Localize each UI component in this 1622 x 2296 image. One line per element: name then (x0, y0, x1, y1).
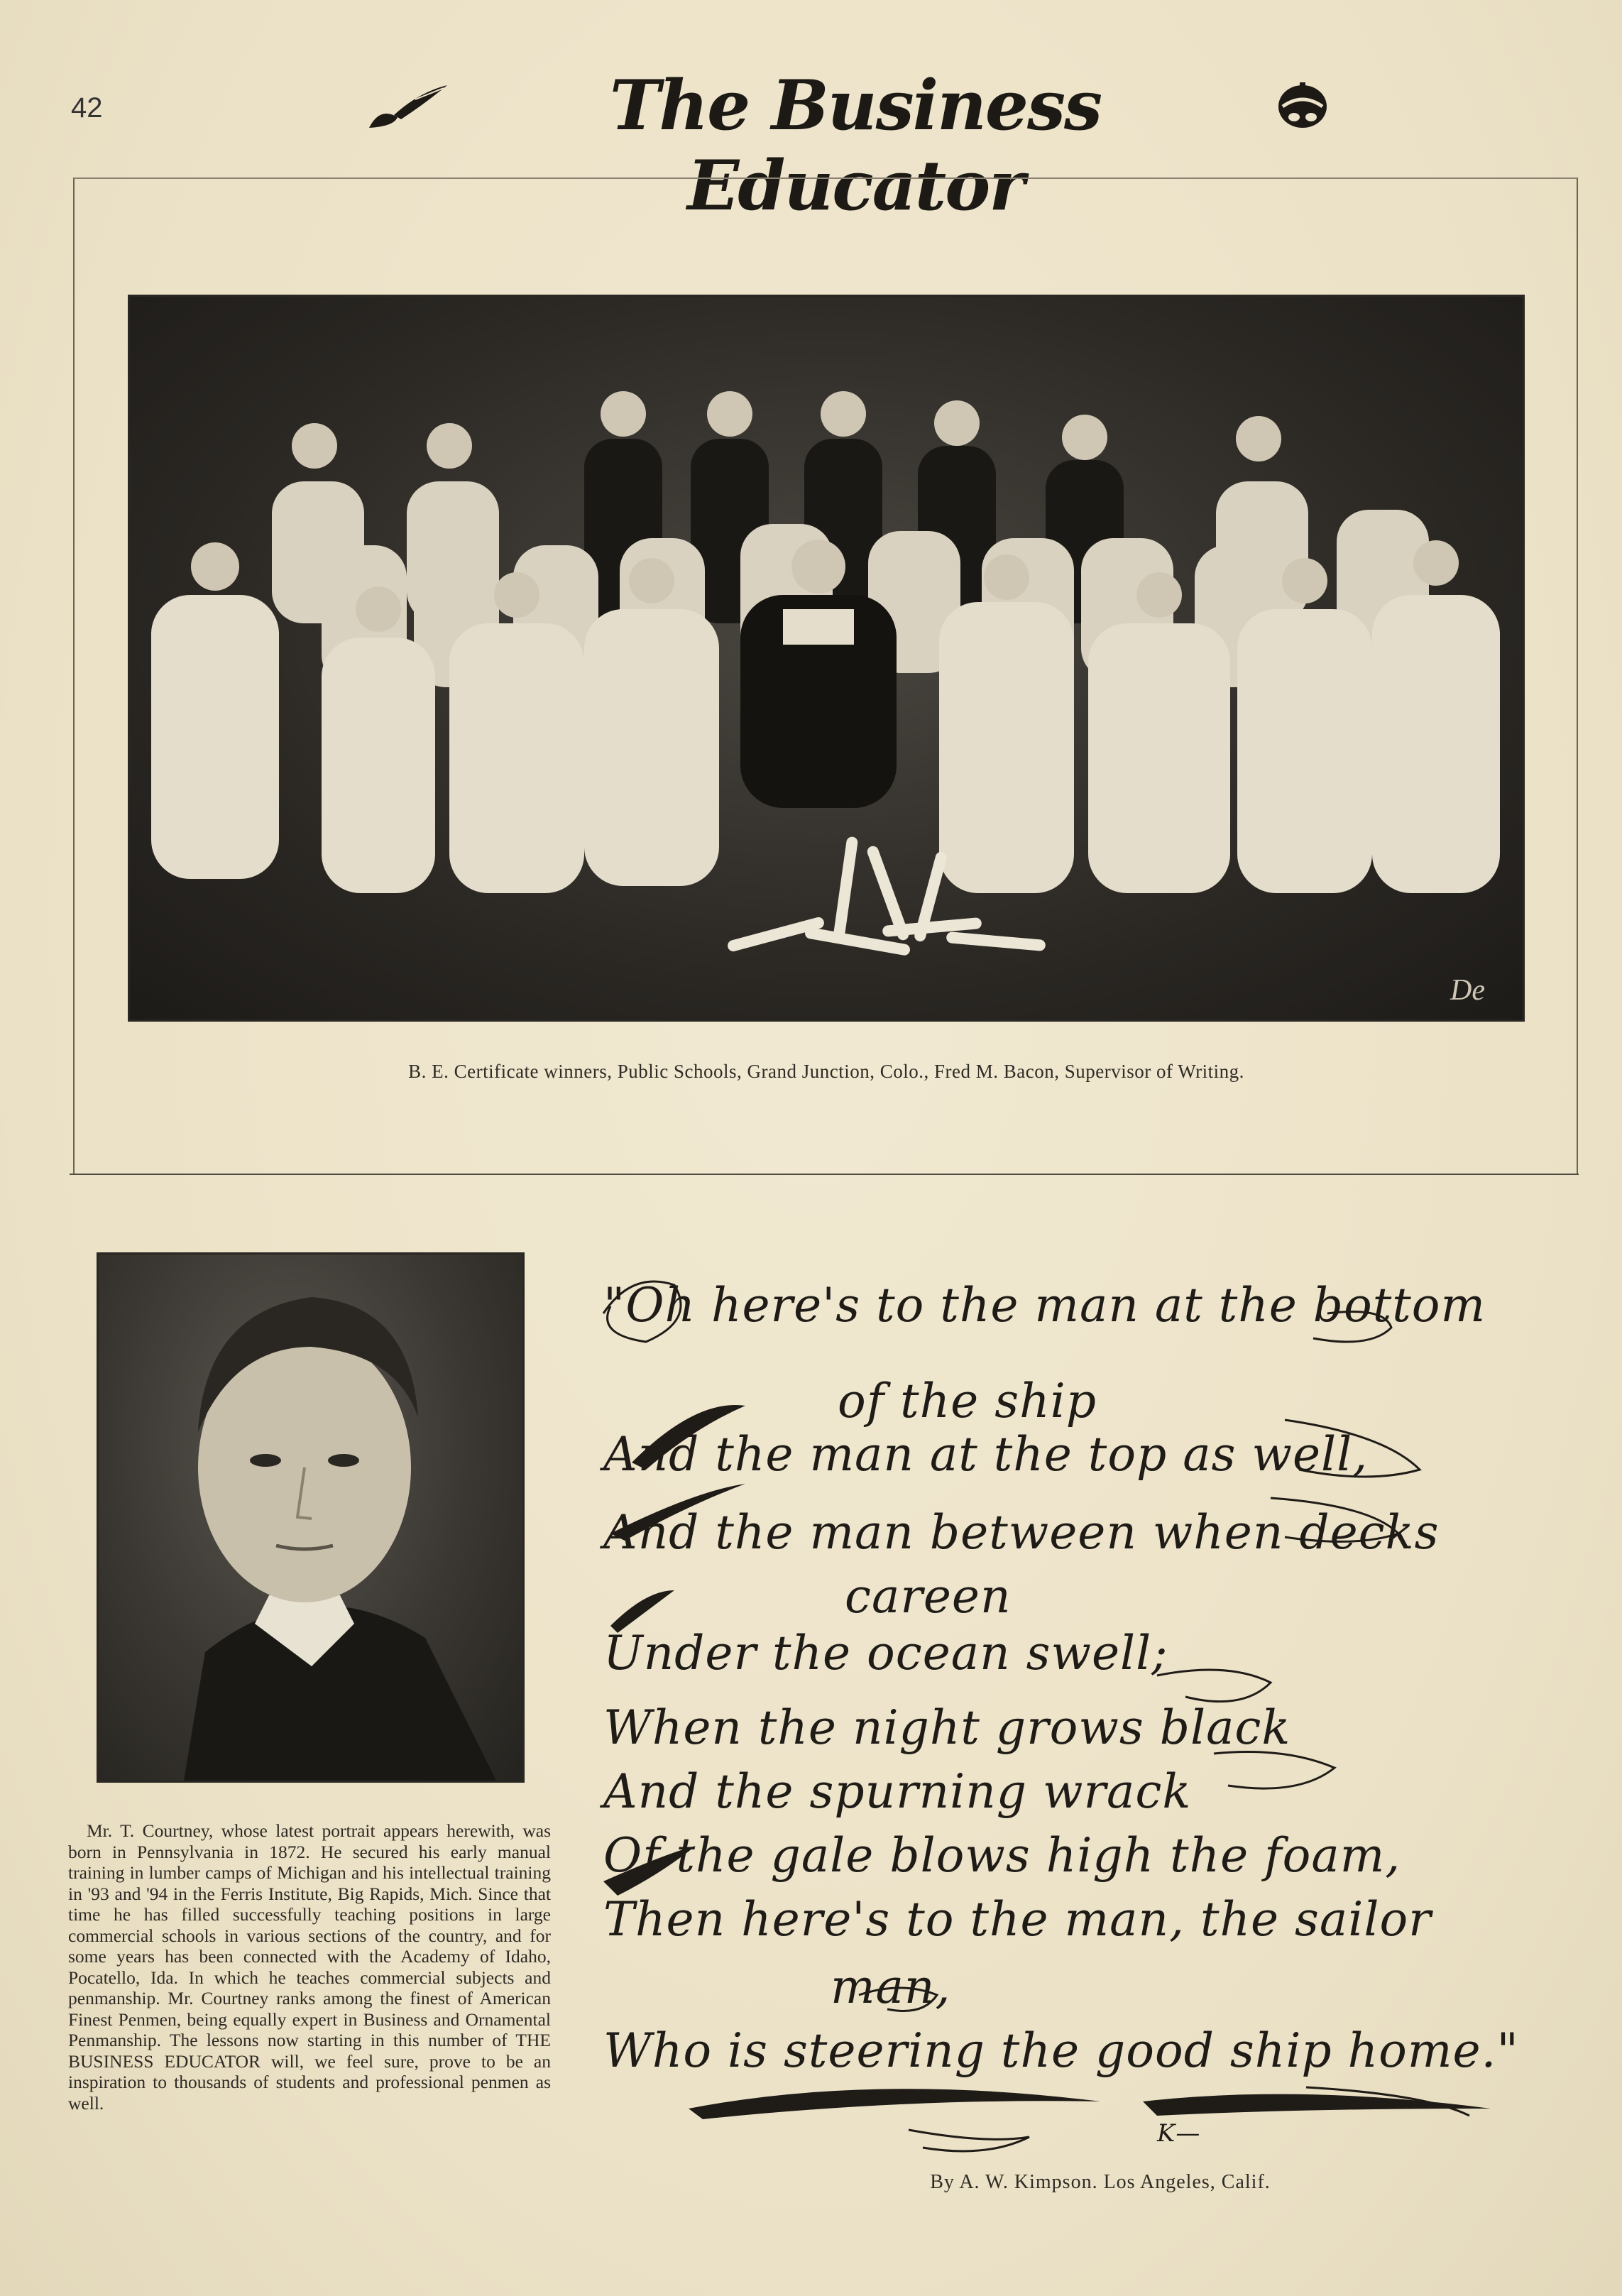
artist-credit: By A. W. Kimpson. Los Angeles, Calif. (930, 2171, 1271, 2193)
verse-line-4 (603, 1505, 1440, 1560)
verse-line-12 (603, 2023, 1519, 2078)
verse-line-2 (838, 1374, 1097, 1428)
verse-line-8-text: And the spurning wrack (603, 1764, 1192, 1819)
verse-line-6 (603, 1626, 1168, 1680)
photo-caption: B. E. Certificate winners, Public Schools, Grand Junction, Colo., Fred M. Bacon, Supervisor of Writing. (408, 1061, 1244, 1082)
verse-line-10-text: Then here's to the man, the sailor (603, 1892, 1432, 1947)
masthead-title: The Business Educator (609, 65, 1102, 226)
verse-line-4-text: And the man between when decks (603, 1505, 1440, 1560)
portrait-photo (97, 1252, 525, 1783)
verse-line-10 (603, 1892, 1432, 1947)
verse-line-5-text: careen (845, 1569, 1012, 1624)
verse-line-11 (831, 1959, 950, 2014)
verse-line-1 (603, 1278, 1486, 1333)
verse-line-5 (845, 1569, 1012, 1624)
verse-line-9-text: Of the gale blows high the foam, (603, 1828, 1401, 1883)
panel-divider (70, 1174, 1579, 1175)
verse-line-7 (603, 1700, 1291, 1755)
quill-icon (366, 78, 451, 135)
portrait-illustration (99, 1254, 522, 1781)
signature-mark (1157, 2119, 1200, 2148)
bio-text: Mr. T. Courtney, whose latest portrait appears herewith, was born in Pennsylvania in 1872. He secured his early manual training in lumber camps of Michigan and his intellectual training in '93 and '94 in the Ferris Institute, Big Rapids, Mich. Since that time he has filled successfully teaching positions in large commercial schools in various sections of the country, and for some years has been connected with the Academy of Idaho, Pocatello, Ida. In which he teaches commercial subjects and penmanship. Mr. Courtney ranks among the finest of American Finest Penmen, being equally expert in Business and Ornamental Penmanship. The lessons now starting in this number of THE BUSINESS EDUCATOR will, we feel sure, prove to be an inspiration to thousands of students and professional penmen as well. (68, 1820, 551, 2114)
verse-line-11-text: man, (831, 1959, 951, 2014)
verse-line-12-text: Who is steering the good ship home." (603, 2023, 1519, 2078)
group-photo (128, 295, 1525, 1022)
verse-line-3-text: And the man at the top as well, (603, 1427, 1369, 1482)
group-photo-illustration (130, 297, 1523, 1019)
verse-line-8 (603, 1764, 1191, 1819)
signature-mark-text: K— (1157, 2119, 1201, 2148)
calligraphy-verse (589, 1257, 1583, 2165)
verse-line-2-text: of the ship (838, 1374, 1097, 1428)
svg-text:De: De (1450, 974, 1485, 1007)
verse-line-1-text: "Oh here's to the man at the bottom (603, 1278, 1486, 1333)
page-number: 42 (71, 92, 103, 124)
verse-line-9 (603, 1828, 1401, 1883)
verse-line-7-text: When the night grows black (603, 1700, 1291, 1755)
emblem-icon (1274, 78, 1331, 135)
verse-line-3 (603, 1427, 1368, 1482)
verse-line-6-text: Under the ocean swell; (603, 1626, 1168, 1680)
